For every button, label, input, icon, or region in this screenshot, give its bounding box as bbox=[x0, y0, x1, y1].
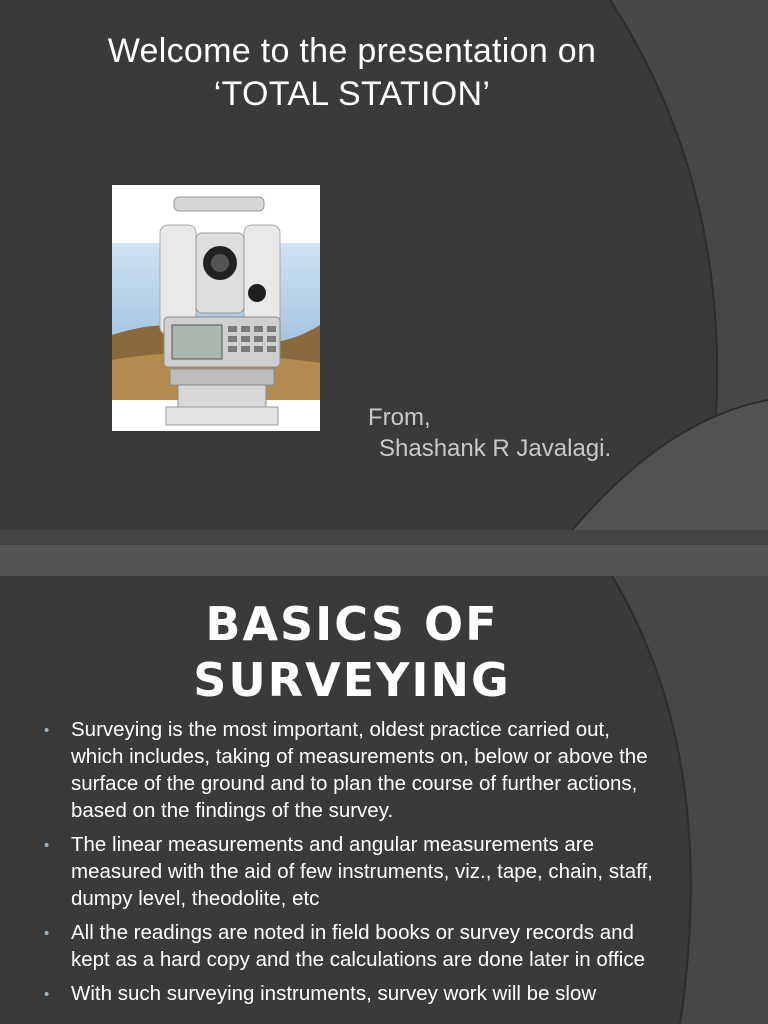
list-item bbox=[44, 831, 664, 912]
slide-2-title-line-1: BASICS OF bbox=[205, 597, 499, 651]
slide-2[interactable] bbox=[0, 576, 768, 1024]
presenter-credit bbox=[368, 402, 611, 464]
slide-2-title bbox=[0, 596, 704, 708]
bullet-icon: • bbox=[44, 986, 50, 1003]
list-item bbox=[44, 716, 664, 824]
total-station-photo bbox=[112, 185, 320, 431]
bullet-text: With such surveying instruments, survey work will be slow bbox=[71, 982, 597, 1005]
bullet-icon: • bbox=[44, 925, 50, 942]
bullet-list bbox=[44, 716, 664, 1014]
slide-separator bbox=[0, 545, 768, 576]
bullet-icon: • bbox=[44, 837, 50, 854]
slide-2-title-line-2: SURVEYING bbox=[193, 653, 511, 707]
slide-1-title-line-2: ‘TOTAL STATION’ bbox=[213, 75, 491, 113]
slide-1-title-line-1: Welcome to the presentation on bbox=[107, 32, 597, 70]
list-item bbox=[44, 919, 664, 973]
list-item bbox=[44, 980, 664, 1007]
bullet-text: All the readings are noted in field books or survey records and kept as a hard copy and the calculations are done later in office bbox=[71, 921, 645, 971]
slide-1-title bbox=[0, 30, 704, 116]
from-label: From, bbox=[368, 404, 431, 431]
bullet-text: Surveying is the most important, oldest practice carried out, which includes, taking of measurements on, below or above the surface of the ground and to plan the course of further actions, based on the findings of the survey. bbox=[71, 718, 648, 822]
bullet-text: The linear measurements and angular measurements are measured with the aid of few instruments, viz., tape, chain, staff, dumpy level, theodolite, etc bbox=[71, 833, 653, 910]
author-name: Shashank R Javalagi. bbox=[379, 435, 612, 462]
bullet-icon: • bbox=[44, 722, 50, 739]
